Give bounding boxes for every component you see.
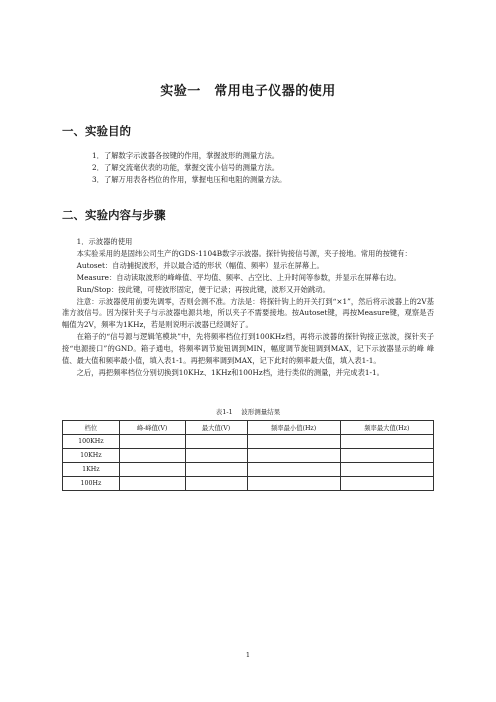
table-header-row bbox=[63, 421, 434, 435]
table-cell: 100KHz bbox=[63, 435, 120, 449]
table-cell bbox=[185, 449, 247, 463]
table-cell: 1KHz bbox=[63, 463, 120, 477]
paragraph: Measure：自动读取波形的峰峰值、平均值、频率、占空比、上升时间等参数，并显示在屏幕右边。 bbox=[76, 272, 401, 282]
subsection-title: 1．示波器的使用 bbox=[76, 237, 133, 246]
table-cell bbox=[247, 477, 340, 491]
table-cell bbox=[247, 435, 340, 449]
results-table bbox=[62, 420, 434, 491]
table-cell bbox=[247, 449, 340, 463]
table-cell bbox=[185, 435, 247, 449]
table-cell bbox=[340, 477, 433, 491]
paragraph: 本实验采用的是固纬公司生产的GDS-1104B数字示波器。探针钩接信号源，夹子接地。常用的按键有： bbox=[76, 248, 412, 258]
page-title: 实验一 常用电子仪器的使用 bbox=[160, 84, 336, 99]
paragraph: 注意：示波器使用前要先调零，否则会测不准。方法是：将探针钩上的开关打到“×1”，然后将示波器上的2V基准方波信号。因为探针夹子与示波器电源共地，所以夹子不需要接地。按Autoset键，再按Measure键，观察是否幅值为2V，频率为1KHz，若是则说明示波器已经调好了。 bbox=[62, 296, 434, 330]
paragraph: Run/Stop：按此键，可使波形固定，便于记录；再按此键，波形又开始跳动。 bbox=[76, 284, 330, 294]
table-cell: 10KHz bbox=[63, 449, 120, 463]
paragraph: 之后，再把频率档位分别切换到10KHz、1KHz和100Hz档，进行类似的测量，并完成表1-1。 bbox=[76, 367, 384, 377]
objectives-list bbox=[92, 150, 434, 186]
table-cell bbox=[340, 463, 433, 477]
table-cell bbox=[185, 477, 247, 491]
objective-item: 1．了解数字示波器各按键的作用，掌握波形的测量方法。 bbox=[92, 151, 280, 160]
column-header: 频率最大值(Hz) bbox=[340, 421, 433, 435]
table-row bbox=[63, 477, 434, 491]
objective-item: 3．了解万用表各档位的作用，掌握电压和电阻的测量方法。 bbox=[92, 174, 287, 184]
table-cell bbox=[340, 435, 433, 449]
column-header: 频率最小值(Hz) bbox=[247, 421, 340, 435]
table-caption: 表1-1 波形测量结果 bbox=[215, 408, 281, 416]
objective-item: 2．了解交流毫伏表的功能，掌握交流小信号的测量方法。 bbox=[92, 162, 280, 172]
table-row bbox=[63, 463, 434, 477]
table-cell bbox=[185, 463, 247, 477]
table-cell bbox=[119, 463, 185, 477]
page-number: 1 bbox=[245, 651, 251, 659]
procedure-body bbox=[62, 236, 434, 379]
column-header: 峰-峰值(V) bbox=[119, 421, 185, 435]
column-header: 最大值(V) bbox=[185, 421, 247, 435]
table-cell: 100Hz bbox=[63, 477, 120, 491]
table-row bbox=[63, 435, 434, 449]
section-heading-objectives: 一、实验目的 bbox=[62, 124, 131, 138]
table-row bbox=[63, 449, 434, 463]
table-cell bbox=[247, 463, 340, 477]
table-cell bbox=[119, 435, 185, 449]
section-heading-procedure: 二、实验内容与步骤 bbox=[62, 208, 166, 222]
column-header: 档位 bbox=[63, 421, 120, 435]
table-cell bbox=[119, 477, 185, 491]
paragraph: Autoset：自动捕捉波形，并以最合适的形状（幅值、频率）显示在屏幕上。 bbox=[76, 260, 324, 270]
paragraph: 在箱子的“信号源与逻辑笔模块”中，先将频率档位打到100KHz档，再将示波器的探针钩接正弦波，探针夹子接“电源接口”的GND。箱子通电，将频率调节旋钮调到MIN，幅度调节旋钮调到MAX，记下示波器显示的峰 峰值、最大值和频率最小值，填入表1-1。再把频率调到MAX，记下此时的频率最大值，填入表1-1。 bbox=[62, 332, 434, 366]
table-cell bbox=[119, 449, 185, 463]
table-cell bbox=[340, 449, 433, 463]
